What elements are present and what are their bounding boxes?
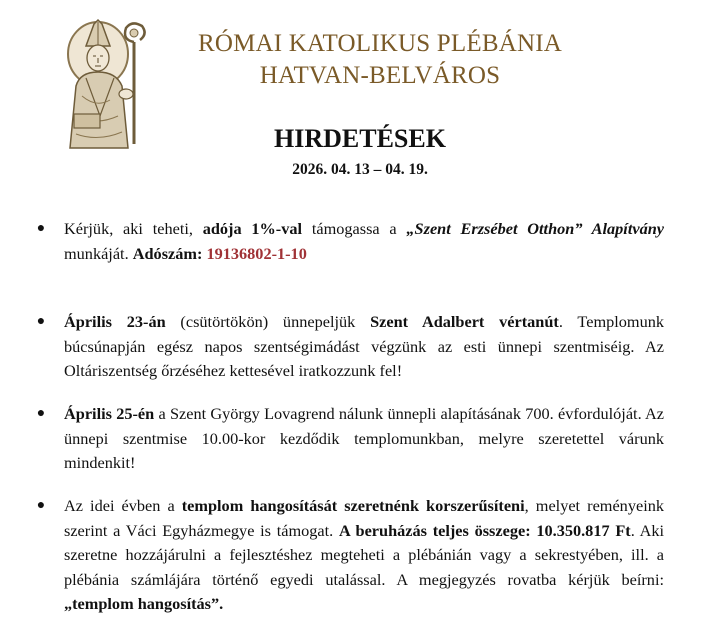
- project-total: A beruházás teljes összege: 10.350.817 Ft: [338, 520, 631, 540]
- transfer-note: „templom hangosítás”.: [64, 594, 224, 613]
- text-segment: támogassa a: [302, 219, 407, 238]
- text-segment-bold: adója 1%-val: [202, 219, 303, 238]
- text-segment: . Templomunk búcsúnapján egész napos szentségimádást végzünk az esti ünnepi szentmiséig. Az Oltáriszentség őrzéséhez kettesével iratkozzunk fel!: [64, 312, 664, 380]
- text-segment: (csütörtökön) ünnepeljük: [165, 312, 371, 331]
- text-segment: , melyet reményeink szerint a Váci Egyházmegye is támogat.: [64, 496, 664, 540]
- parish-name-line1: RÓMAI KATOLIKUS PLÉBÁNIA: [197, 30, 563, 57]
- parish-name: [130, 28, 630, 92]
- text-segment: munkáját.: [64, 243, 133, 263]
- saint-name: Szent Adalbert vértanút: [370, 312, 559, 331]
- foundation-name: „Szent Erzsébet Otthon” Alapítvány: [406, 219, 664, 238]
- page-title: HIRDETÉSEK: [274, 124, 446, 153]
- bullet-icon: ●: [36, 314, 46, 329]
- tax-number: 19136802-1-10: [206, 243, 307, 263]
- announcement-item: [36, 310, 664, 384]
- bullet-icon: ●: [36, 221, 46, 236]
- date-range: 2026. 04. 13 – 04. 19.: [292, 161, 428, 178]
- tax-number-label: Adószám:: [132, 243, 207, 263]
- event-date: Április 25-én: [64, 404, 155, 423]
- project-name: templom hangosítását szeretnénk korszerűsíteni: [181, 496, 525, 515]
- announcement-item: [36, 217, 664, 266]
- bullet-icon: ●: [36, 406, 46, 421]
- event-date: Április 23-án: [64, 312, 166, 331]
- parish-name-line2: HATVAN-BELVÁROS: [259, 62, 501, 89]
- text-segment: Az idei évben a: [64, 496, 182, 515]
- text-segment: Kérjük, aki teheti,: [64, 219, 203, 238]
- text-segment: . Aki szeretne hozzájárulni a fejlesztéshez megteheti a plébánián vagy a sekrestyében, ill. a plébánia számlájára történő egyedi utalással. A megjegyzés rovatba kérjük beírni:: [64, 520, 664, 589]
- announcement-item: [36, 494, 664, 617]
- text-segment: a Szent György Lovagrend nálunk ünnepli alapításának 700. évfordulóját. Az ünnepi szentmise 10.00-kor kezdődik templomunkban, melyre szeretettel várunk mindenkit!: [64, 404, 664, 472]
- bullet-icon: ●: [36, 498, 46, 513]
- announcement-item: [36, 402, 664, 476]
